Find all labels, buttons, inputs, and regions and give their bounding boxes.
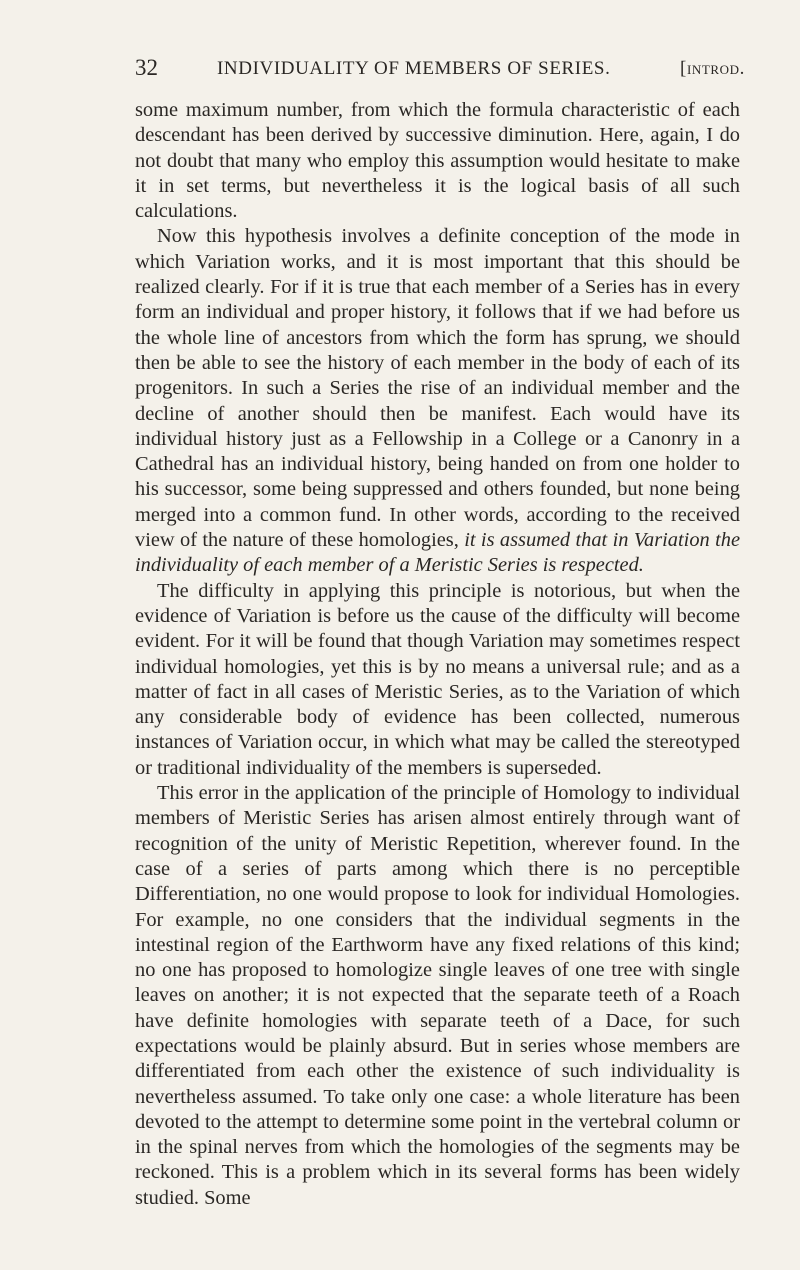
paragraph-2	[135, 224, 740, 578]
section-bracket: [	[680, 58, 687, 79]
paragraph-2-italic-text: it is assumed that in Variation the individuality of each member of a Meristic Series is respected.	[135, 529, 741, 577]
paragraph-3: The difficulty in applying this principle is notorious, but when the evidence of Variation is before us the cause of the difficulty will become evident. For it will be found that though Variation may sometimes respect individual homologies, yet this is by no means a universal rule; and as a matter of fact in all cases of Meristic Series, as to the Variation of which any considerable body of evidence has been collected, numerous instances of Variation occur, in which what may be called the stereotyped or traditional individuality of the members is superseded.	[135, 579, 740, 779]
paragraph-2-text: Now this hypothesis involves a definite conception of the mode in which Variation works, and it is most important that this should be realized clearly. For if it is true that each member of a Series has in every form an individual and proper history, it follows that if we had before us the whole line of ancestors from which the form has sprung, we should then be able to see the history of each member in the body of each of its progenitors. In such a Series the rise of an individual member and the decline of another should then be manifest. Each would have its individual history just as a Fellowship in a College or a Canonry in a Cathedral has an individual history, being handed on from one holder to his successor, some being suppressed and others founded, but none being merged into a common fund. In other words, according to the received view of the nature of these homologies,	[135, 225, 740, 552]
section-tag-label: introd.	[686, 58, 745, 79]
page-number: 32	[135, 55, 158, 80]
paragraph-4: This error in the application of the principle of Homology to individual members of Meristic Series has arisen almost entirely through want of recognition of the unity of Meristic Repetition, wherever found. In the case of a series of parts among which there is no perceptible Differentiation, no one would propose to look for individual Homologies. For example, no one considers that the individual segments in the intestinal region of the Earthworm have any fixed relations of this kind; no one has proposed to homologize single leaves of one tree with single leaves on another; it is not expected that the separate teeth of a Roach have definite homologies with separate teeth of a Dace, for such expectations would be plainly absurd. But in series whose members are differentiated from each other the existence of such individuality is nevertheless assumed. To take only one case: a whole literature has been devoted to the attempt to determine some point in the vertebral column or in the spinal nerves from which the homologies of the segments may be reckoned. This is a problem which in its several forms has been widely studied. Some	[135, 782, 740, 1209]
section-tag	[680, 58, 745, 80]
body-text	[135, 98, 740, 1211]
paragraph-1: some maximum number, from which the formula characteristic of each descendant has been derived by successive diminution. Here, again, I do not doubt that many who employ this assumption would hesitate to make it in set terms, but nevertheless it is the logical basis of all such calculations.	[135, 99, 740, 223]
running-title: INDIVIDUALITY OF MEMBERS OF SERIES.	[217, 58, 611, 79]
running-head	[135, 55, 745, 85]
